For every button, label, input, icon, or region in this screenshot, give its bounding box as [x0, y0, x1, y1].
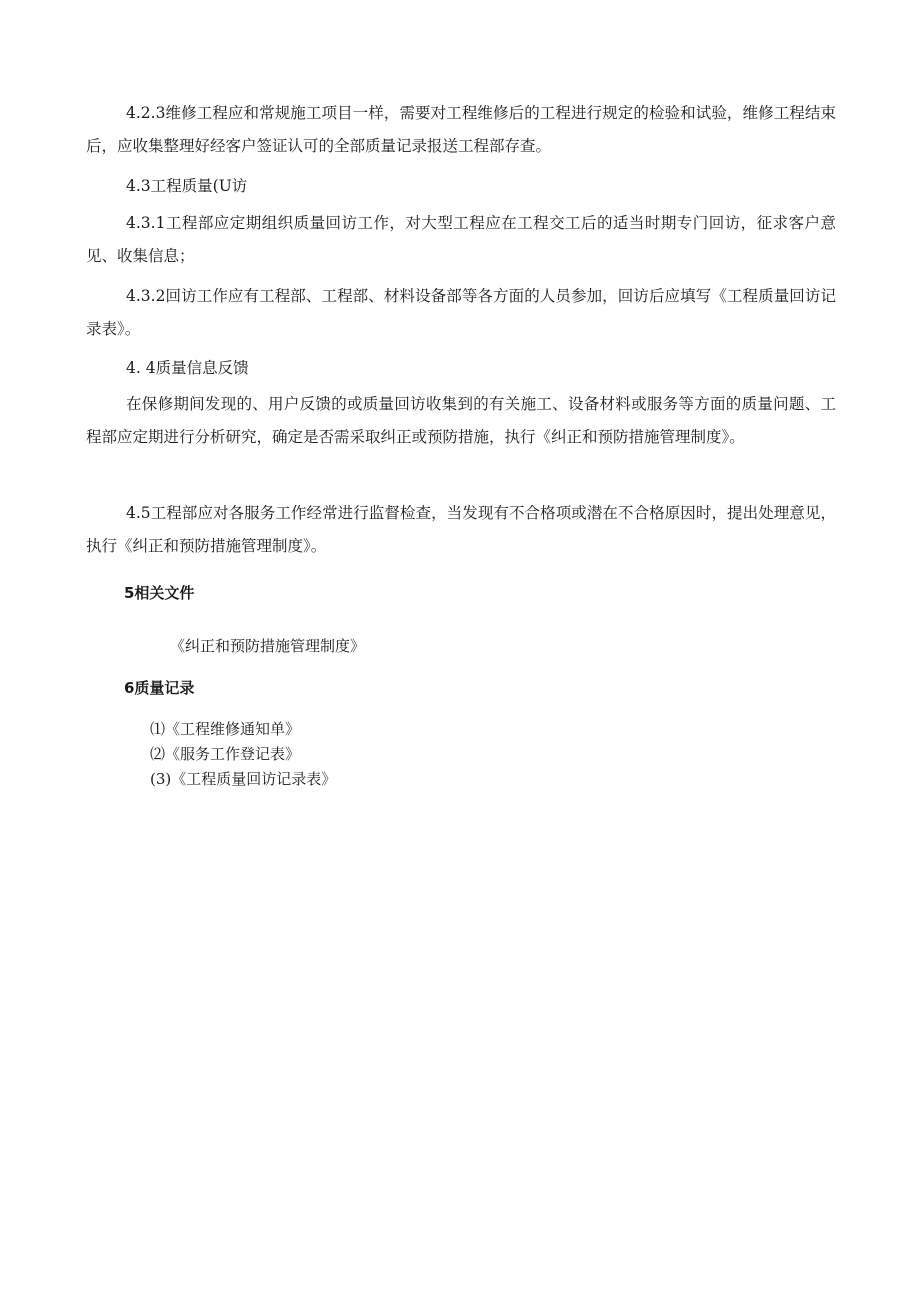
paragraph-4-3-1: 4.3.1工程部应定期组织质量回访工作，对大型工程应在工程交工后的适当时期专门回访，征求客户意见、收集信息；: [86, 214, 836, 265]
quality-record-item-2: ⑵《服务工作登记表》: [150, 745, 301, 763]
section-title-related-documents: 5相关文件: [124, 584, 195, 602]
heading-4-3: 4.3工程质量(U访: [126, 177, 248, 195]
paragraph-4-4: 在保修期间发现的、用户反馈的或质量回访收集到的有关施工、设备材料或服务等方面的质量问题、工程部应定期进行分析研究，确定是否需采取纠正或预防措施，执行《纠正和预防措施管理制度》。: [86, 395, 836, 446]
paragraph-4-2-3: 4.2.3维修工程应和常规施工项目一样，需要对工程维修后的工程进行规定的检验和试验，维修工程结束后，应收集整理好经客户签证认可的全部质量记录报送工程部存查。: [86, 104, 836, 155]
related-document-item: 《纠正和预防措施管理制度》: [170, 637, 366, 655]
paragraph-4-5: 4.5工程部应对各服务工作经常进行监督检查，当发现有不合格项或潜在不合格原因时，提出处理意见，执行《纠正和预防措施管理制度》。: [86, 504, 836, 555]
quality-record-item-3: (3)《工程质量回访记录表》: [150, 770, 337, 788]
heading-4-4: 4. 4质量信息反馈: [126, 359, 249, 377]
quality-record-item-1: ⑴《工程维修通知单》: [150, 720, 301, 738]
section-title-quality-records: 6质量记录: [124, 679, 195, 697]
paragraph-4-3-2: 4.3.2回访工作应有工程部、工程部、材料设备部等各方面的人员参加，回访后应填写《工程质量回访记录表》。: [86, 287, 836, 338]
